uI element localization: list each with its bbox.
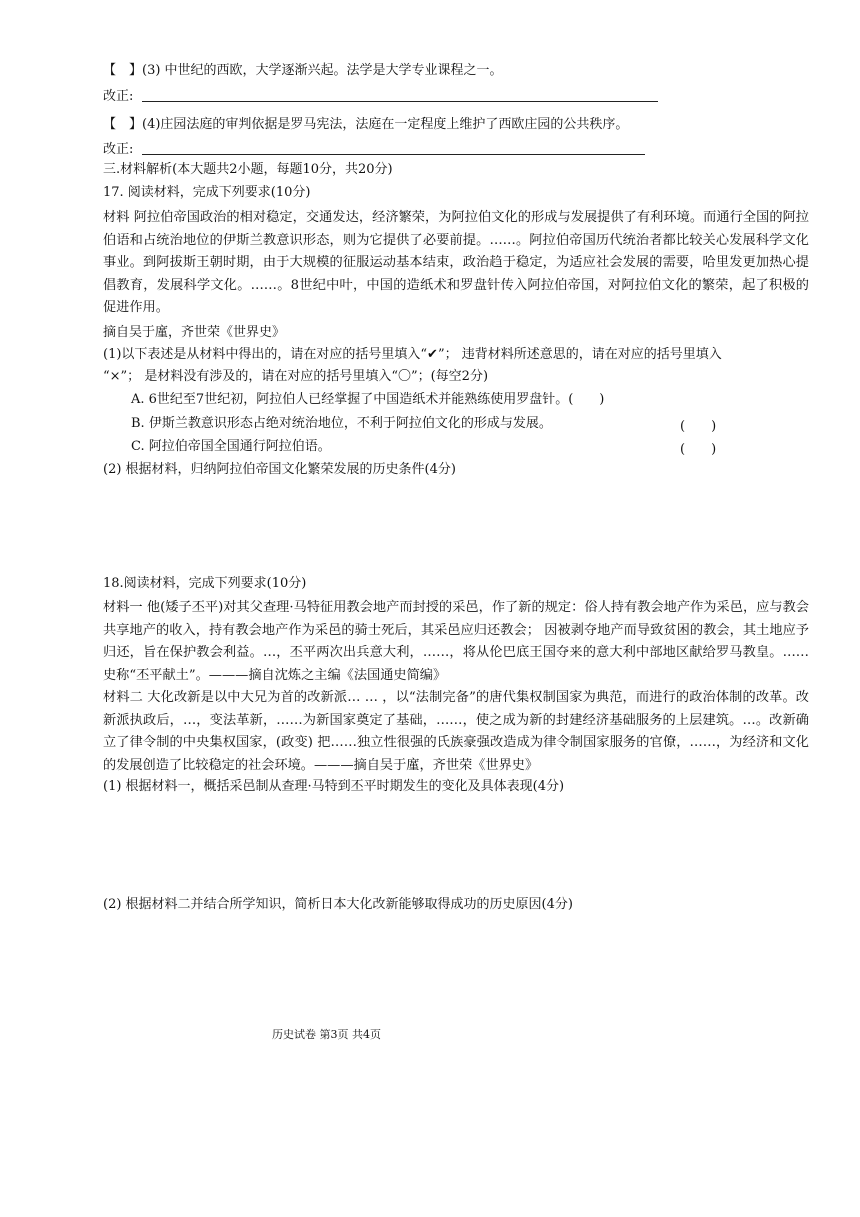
correction-label-3: 改正: <box>103 89 134 104</box>
section-heading: 三.材料解析(本大题共2小题，每题10分，共20分) <box>103 162 393 177</box>
q17-sub2: (2) 根据材料，归纳阿拉伯帝国文化繁荣发展的历史条件(4分) <box>103 462 456 477</box>
q17-sub1-line2: “×”； 是材料没有涉及的，请在对应的括号里填入“〇”；(每空2分) <box>103 369 489 384</box>
q18-material2: 材料二 大化改新是以中大兄为首的改新派… … ，以“法制完备”的唐代集权制国家为典范，而进行的政治体制的改革。改新派执政后，…，变法革新，……为新国家奠定了基础，……，使之成为新的封建经济基础服务的上层建筑。…。改新确立了律令制的中央集权国家，(政变) 把……独立性很强的氏族豪强改造成为律令制国家服务的官僚，……，为经济和文化的发展创造了比较稳定的社会环境。———摘自吴于廑，齐世荣《世界史》 <box>103 690 809 773</box>
answer-line-4[interactable] <box>142 154 645 155</box>
q18-sub1: (1) 根据材料一，概括采邑制从查理·马特到丕平时期发生的变化及具体表现(4分) <box>103 779 565 794</box>
answer-line-3[interactable] <box>142 101 658 102</box>
page-footer: 历史试卷 第3页 共4页 <box>272 1028 381 1041</box>
correction-label-4: 改正: <box>103 142 134 157</box>
q17-title: 17. 阅读材料，完成下列要求(10分) <box>103 185 311 200</box>
q17-option-b: B. 伊斯兰教意识形态占绝对统治地位，不利于阿拉伯文化的形成与发展。 <box>131 416 552 431</box>
q17-material: 材料 阿拉伯帝国政治的相对稳定，交通发达，经济繁荣，为阿拉伯文化的形成与发展提供了有利环境。而通行全国的阿拉伯语和占统治地位的伊斯兰教意识形态，则为它提供了必要前提。……。阿拉伯帝国历代统治者都比较关心发展科学文化事业。到阿拔斯王朝时期，由于大规模的征服运动基本结束，政治趋于稳定，为适应社会发展的需要，哈里发更加热心提倡教育，发展科学文化。……。8世纪中叶，中国的造纸术和罗盘针传入阿拉伯帝国，对阿拉伯文化的繁荣，起了积极的促进作用。 <box>103 210 809 315</box>
q17-source: 摘自吴于廑，齐世荣《世界史》 <box>103 325 286 340</box>
question-3: 【 】(3) 中世纪的西欧，大学逐渐兴起。法学是大学专业课程之一。 <box>103 63 503 78</box>
q17-option-b-paren[interactable]: ( ) <box>680 419 717 434</box>
q18-title: 18.阅读材料，完成下列要求(10分) <box>103 576 307 591</box>
question-4: 【 】(4)庄园法庭的审判依据是罗马宪法，法庭在一定程度上维护了西欧庄园的公共秩序。 <box>103 117 629 132</box>
q18-material1: 材料一 他(矮子丕平)对其父查理·马特征用教会地产而封授的采邑，作了新的规定：俗人持有教会地产作为采邑，应与教会共享地产的收入，持有教会地产作为采邑的骑士死后，其采邑应归还教会； 因被剥夺地产而导致贫困的教会，其土地应予归还，旨在保护教会利益。…，丕平两次出兵意大利，……，将从伦巴底王国夺来的意大利中部地区献给罗马教皇。……史称“丕平献土”。———摘自沈炼之主编《法国通史简编》 <box>103 600 809 683</box>
q17-option-c: C. 阿拉伯帝国全国通行阿拉伯语。 <box>131 439 331 454</box>
q17-option-c-paren[interactable]: ( ) <box>680 442 717 457</box>
q18-sub2: (2) 根据材料二并结合所学知识，简析日本大化改新能够取得成功的历史原因(4分) <box>103 897 573 912</box>
q17-sub1-line1: (1)以下表述是从材料中得出的，请在对应的括号里填入“✔”； 违背材料所述意思的，请在对应的括号里填入 <box>103 347 722 362</box>
q17-option-a: A. 6世纪至7世纪初，阿拉伯人已经掌握了中国造纸术并能熟练使用罗盘针。( ) <box>131 392 605 407</box>
